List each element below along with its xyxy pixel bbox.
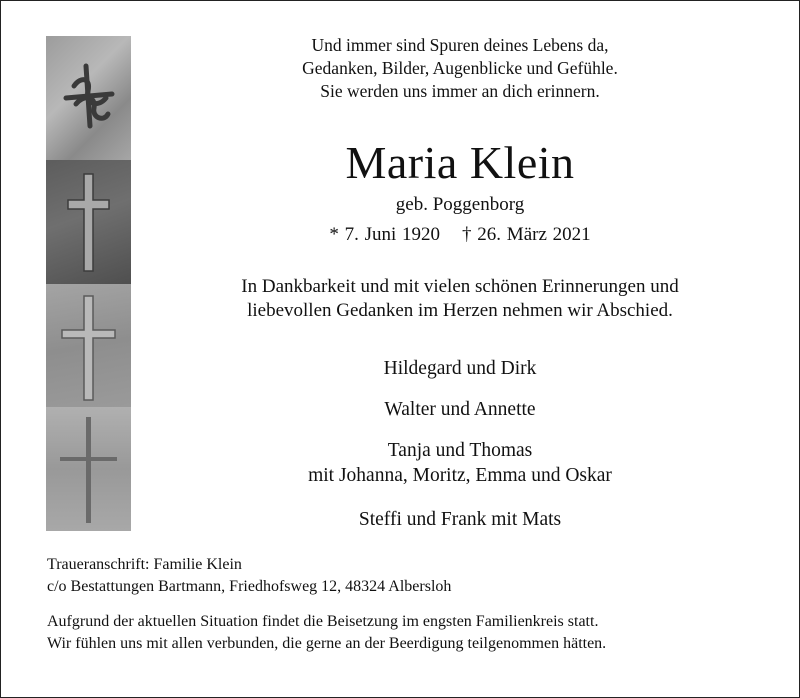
mourning-address xyxy=(47,554,451,598)
verse-line: Sie werden uns immer an dich erinnern. xyxy=(320,81,600,101)
cross-photo-1 xyxy=(46,36,131,160)
address-line: Traueranschrift: Familie Klein xyxy=(47,556,242,573)
mourner-line: Hildegard und Dirk xyxy=(383,358,537,379)
mourner-line: mit Johanna, Moritz, Emma und Oskar xyxy=(308,465,612,486)
latin-cross-icon xyxy=(46,407,131,531)
birth-name: geb. Poggenborg xyxy=(395,194,525,215)
cross-photo-3 xyxy=(46,284,131,408)
note-line: Aufgrund der aktuellen Situation findet die Beisetzung im engsten Familienkreis statt. xyxy=(47,613,599,630)
death-date: † 26. März 2021 xyxy=(462,224,591,245)
address-line: c/o Bestattungen Bartmann, Friedhofsweg 12, 48324 Albersloh xyxy=(47,578,452,595)
mourner-line: Tanja und Thomas xyxy=(387,440,533,461)
verse xyxy=(160,34,760,103)
verse-line: Gedanken, Bilder, Augenblicke und Gefühle. xyxy=(302,58,618,78)
cross-image-strip xyxy=(46,36,131,531)
mourner-line: Walter und Annette xyxy=(384,399,536,420)
latin-cross-icon xyxy=(46,284,131,408)
latin-cross-icon xyxy=(46,160,131,284)
cross-photo-4 xyxy=(46,407,131,531)
note-line: Wir fühlen uns mit allen verbunden, die gerne an der Beerdigung teilgenommen hätten. xyxy=(47,635,607,652)
life-dates xyxy=(160,223,760,247)
mourner-line: Steffi und Frank mit Mats xyxy=(358,509,562,530)
thanks-text xyxy=(160,275,760,323)
burial-note xyxy=(47,611,606,655)
deceased-name: Maria Klein xyxy=(345,137,575,188)
thanks-line: liebevollen Gedanken im Herzen nehmen wir Abschied. xyxy=(247,300,673,321)
verse-line: Und immer sind Spuren deines Lebens da, xyxy=(311,35,609,55)
braided-cross-icon xyxy=(46,36,131,160)
mourner-group xyxy=(160,438,760,488)
birth-date: * 7. Juni 1920 xyxy=(329,224,441,245)
thanks-line: In Dankbarkeit und mit vielen schönen Erinnerungen und xyxy=(241,276,679,297)
cross-photo-2 xyxy=(46,160,131,284)
